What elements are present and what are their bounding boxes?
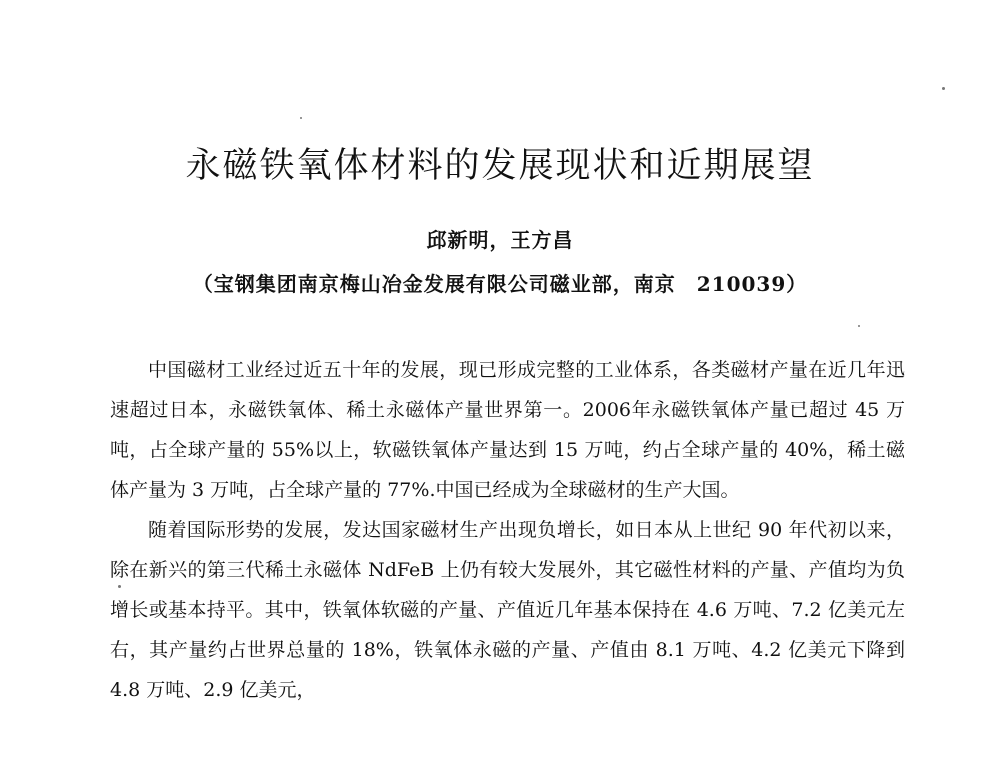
paragraph-2: 随着国际形势的发展，发达国家磁材生产出现负增长，如日本从上世纪 90 年代初以来，除在新兴的第三代稀土永磁体 NdFeB 上仍有较大发展外，其它磁性材料的产量、产值均为负增长或基本持平。其中，铁氧体软磁的产量、产值近几年基本保持在 4.6 万吨、7.2 亿美元左右，其产量约占世界总量的 18%，铁氧体永磁的产量、产值由 8.1 万吨、4.2 亿美元下降到 4.8 万吨、2.9 亿美元， [110, 519, 905, 701]
scan-speck [942, 87, 945, 90]
affiliation-line: （宝钢集团南京梅山冶金发展有限公司磁业部，南京 210039） [192, 272, 808, 296]
scan-speck [858, 325, 860, 327]
paragraph-1: 中国磁材工业经过近五十年的发展，现已形成完整的工业体系，各类磁材产量在近几年迅速超过日本，永磁铁氧体、稀土永磁体产量世界第一。2006年永磁铁氧体产量已超过 45 万吨，占全球产量的 55%以上，软磁铁氧体产量达到 15 万吨，约占全球产量的 40%，稀土磁体产量为 3 万吨，占全球产量的 77%.中国已经成为全球磁材的生产大国。 [110, 359, 905, 501]
scan-speck [118, 585, 121, 588]
author-line: 邱新明，王方昌 [426, 228, 574, 252]
scan-speck [300, 117, 302, 119]
paper-title: 永磁铁氧体材料的发展现状和近期展望 [185, 146, 815, 186]
body-text [110, 350, 905, 710]
